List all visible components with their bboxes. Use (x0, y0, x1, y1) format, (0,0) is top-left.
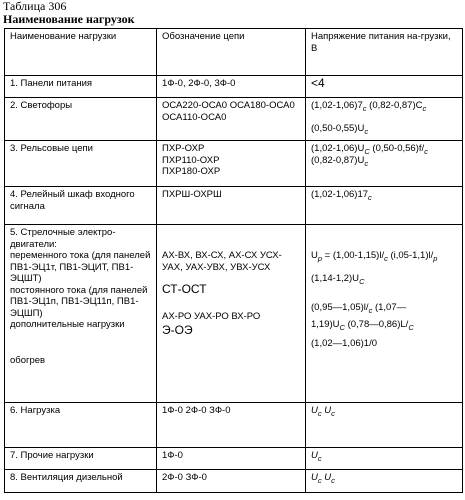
circuit-heating: Э-ОЭ (162, 323, 193, 337)
voltage-text: (0,78—0,86)L/ (344, 318, 409, 330)
voltage-text: U (311, 405, 318, 416)
table-row (5, 470, 463, 493)
table-row (5, 98, 463, 141)
cell-voltage (306, 470, 463, 493)
voltage-additional-cont (311, 319, 458, 331)
cell-voltage (306, 403, 463, 448)
cell-circuit: 1Ф-0 (157, 448, 306, 470)
table-row (5, 141, 463, 187)
voltage-subscript: С (408, 322, 414, 332)
cell-voltage (306, 98, 463, 141)
table-row (5, 225, 463, 403)
cell-load-name: 8. Вентиляция дизельной (5, 470, 157, 493)
voltage-text: (1,14-1,2)U (311, 272, 360, 284)
cell-load-name (5, 225, 157, 403)
circuit-line: ПХР180-ОХР (162, 166, 221, 177)
table-number: Таблица 306 (3, 0, 67, 13)
voltage-subscript: C (359, 276, 365, 286)
load-ac-motors: переменного тока (для панелей ПВ1-ЭЦ1т, ПВ1-ЭЦИТ, ПВ1-ЭЦШТ) (10, 250, 151, 284)
voltage-heating: (1,02—1,06)1/0 (311, 338, 378, 349)
loads-table (4, 28, 463, 493)
voltage-text: (0,82-0,87)U (311, 154, 365, 166)
voltage-text: = (1,00-1,15)l/ (322, 250, 385, 261)
cell-circuit: ОСА220-ОСА0 ОСА180-ОСА0 ОСА110-ОСА0 (157, 98, 306, 141)
cell-circuit: ПХРШ-ОХРШ (157, 187, 306, 225)
voltage-subscript: с (384, 254, 388, 263)
voltage-text: (0,50-0,55)U (311, 123, 365, 134)
voltage-subscript: с (362, 104, 367, 113)
cell-load-name: 1. Панели питания (5, 76, 157, 98)
header-row (5, 29, 463, 76)
voltage-text: 1,19)U (311, 318, 340, 330)
load-heating: обогрев (10, 354, 46, 366)
voltage-subscript: р (317, 254, 323, 263)
header-cell-voltage: Напряжение питания на-грузки, В (306, 29, 463, 76)
circuit-ac: АХ-ВХ, ВХ-СХ, АХ-СХ УСХ-УАХ, УАХ-УВХ, УВХ-УСХ (162, 250, 282, 273)
voltage-text: (1,02-1,06)17 (311, 189, 369, 200)
voltage-text: U (324, 405, 332, 416)
voltage-text: (1,02-1,06)U (311, 143, 365, 154)
cell-voltage: <4 (306, 76, 463, 98)
header-cell-name: Наименование нагрузки (5, 29, 157, 76)
cell-load-name: 4. Релейный шкаф входного сигнала (5, 187, 157, 225)
cell-load-name: 6. Нагрузка (5, 403, 157, 448)
voltage-subscript: с (368, 306, 373, 315)
voltage-ac (311, 250, 458, 262)
voltage-text: (0,50-0,56)f/ (369, 143, 425, 154)
voltage-subscript: С (364, 147, 370, 156)
voltage-subscript: c (364, 127, 369, 136)
voltage-text: U (311, 250, 318, 261)
circuit-additional: АХ-РО УАХ-РО ВХ-РО (162, 310, 261, 322)
cell-circuit: 1Ф-0 2Ф-0 ЗФ-0 (157, 403, 306, 448)
cell-voltage (306, 141, 463, 187)
voltage-subscript: с (368, 193, 372, 202)
voltage-subscript: c (317, 409, 322, 418)
circuit-line: ПХР110-ОХР (162, 154, 220, 166)
voltage-text: (1,07— (372, 302, 407, 313)
circuit-line: ПХР-ОХР (162, 143, 205, 154)
voltage-subscript: с (422, 104, 427, 113)
voltage-subscript: c (317, 454, 322, 463)
voltage-subscript: р (433, 254, 438, 263)
voltage-text: (i,05-1,1)l/ (387, 250, 434, 261)
voltage-subscript: c (317, 476, 322, 485)
load-dc-motors: постоянного тока (для панелей ПВ1-ЭЦ1п, ПВ1-ЭЦ11п, ПВ1-ЭЦШП) (10, 284, 148, 319)
cell-load-name: 7. Прочие нагрузки (5, 448, 157, 470)
load-additional: дополнительные нагрузки (10, 319, 125, 330)
cell-load-name: 3. Рельсовые цепи (5, 141, 157, 187)
cell-circuit (157, 141, 306, 187)
table-row (5, 403, 463, 448)
voltage-text: U (311, 450, 318, 461)
voltage-text: (0,82-0,87)C (366, 100, 423, 111)
cell-load-name: 2. Светофоры (5, 98, 157, 141)
table-row (5, 187, 463, 225)
voltage-additional (311, 302, 458, 314)
cell-circuit: 2Ф-0 ЗФ-0 (157, 470, 306, 493)
cell-voltage (306, 448, 463, 470)
circuit-dc: СТ-ОСТ (162, 282, 207, 296)
cell-circuit (157, 225, 306, 403)
voltage-subscript: с (364, 158, 369, 168)
cell-circuit: 1Ф-0, 2Ф-0, 3Ф-0 (157, 76, 306, 98)
cell-voltage (306, 225, 463, 403)
voltage-subscript: с (424, 147, 428, 156)
voltage-text: (1,02-1,06)7 (311, 100, 363, 111)
header-cell-circuit: Обозначение цепи (157, 29, 306, 76)
load-heading: 5. Стрелочные электро-двигатели: (10, 227, 116, 250)
voltage-text: U (311, 472, 318, 483)
voltage-subscript: c (331, 476, 335, 485)
table-row (5, 76, 463, 98)
table-title: Наименование нагрузок (3, 12, 135, 26)
voltage-dc (311, 273, 458, 285)
table-caption (3, 0, 135, 26)
voltage-text: U (324, 472, 332, 483)
table-row (5, 448, 463, 470)
voltage-text: (0,95—1,05)l/ (311, 302, 369, 313)
voltage-subscript: С (339, 322, 345, 332)
cell-voltage (306, 187, 463, 225)
voltage-subscript: c (331, 409, 335, 418)
